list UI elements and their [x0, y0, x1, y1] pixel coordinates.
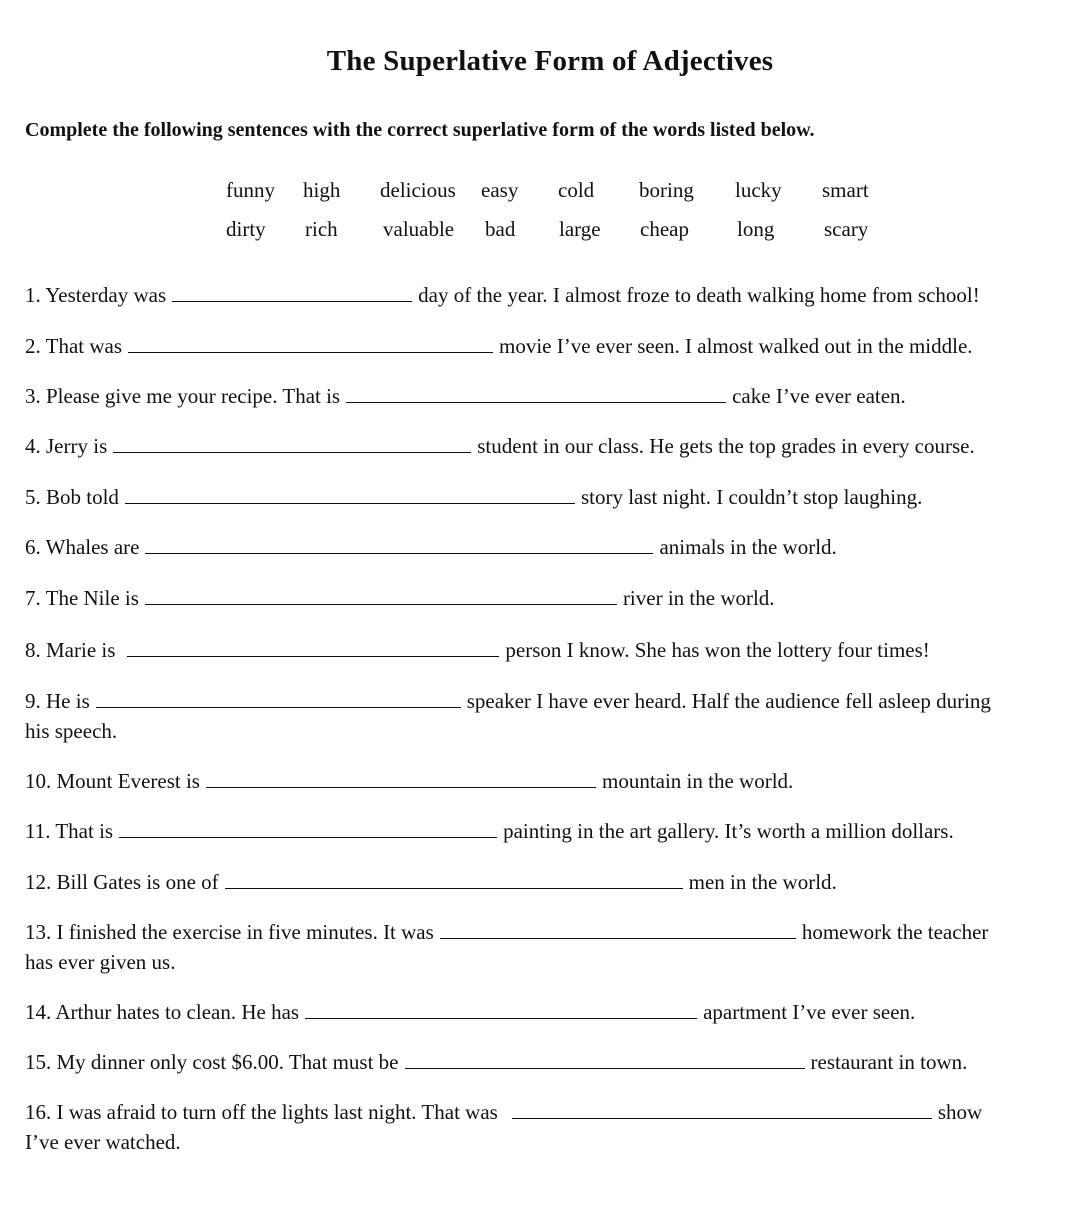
- word-bank-item: scary: [824, 217, 869, 241]
- sentence-12: [25, 870, 837, 895]
- word-bank-item: delicious: [380, 178, 456, 202]
- answer-blank[interactable]: [405, 1067, 805, 1069]
- answer-blank[interactable]: [125, 502, 575, 504]
- sentence-7: [25, 586, 775, 611]
- sentence-start: 14. Arthur hates to clean. He has: [25, 1000, 300, 1024]
- sentence-start: 10. Mount Everest is: [25, 769, 200, 793]
- sentence-start: 5. Bob told: [25, 485, 119, 509]
- sentence-start: 3. Please give me your recipe. That is: [25, 384, 341, 408]
- sentence-16-continuation: I’ve ever watched.: [25, 1130, 181, 1154]
- answer-blank[interactable]: [346, 401, 726, 403]
- word-bank-item: long: [737, 217, 775, 241]
- word-bank-item: smart: [822, 178, 869, 202]
- sentence-end: student in our class. He gets the top grades in every course.: [477, 434, 975, 458]
- sentence-end: speaker I have ever heard. Half the audience fell asleep during: [466, 689, 991, 713]
- sentence-3: [25, 384, 906, 409]
- sentence-start: 2. That was: [25, 334, 123, 358]
- sentence-8: [25, 638, 930, 663]
- answer-blank[interactable]: [128, 351, 493, 353]
- answer-blank[interactable]: [96, 706, 461, 708]
- sentence-start: 9. He is: [25, 689, 90, 713]
- sentence-5: [25, 485, 922, 510]
- sentence-end: story last night. I couldn’t stop laughing.: [580, 485, 923, 509]
- sentence-14: [25, 1000, 915, 1025]
- instructions: Complete the following sentences with the correct superlative form of the words listed below.: [25, 119, 815, 141]
- answer-blank[interactable]: [145, 603, 617, 605]
- sentence-1: [25, 283, 980, 308]
- word-bank-item: large: [559, 217, 601, 241]
- word-bank-item: cold: [558, 178, 595, 202]
- word-bank-item: dirty: [226, 217, 266, 241]
- answer-blank[interactable]: [127, 655, 499, 657]
- word-bank-item: funny: [226, 178, 275, 202]
- answer-blank[interactable]: [225, 887, 683, 889]
- sentence-start: 12. Bill Gates is one of: [25, 870, 219, 894]
- sentence-start: 1. Yesterday was: [25, 283, 167, 307]
- sentence-end: men in the world.: [688, 870, 837, 894]
- sentence-4: [25, 434, 975, 459]
- sentence-start: 16. I was afraid to turn off the lights last night. That was: [25, 1100, 498, 1124]
- sentence-end: show: [937, 1100, 983, 1124]
- sentence-13-continuation: has ever given us.: [25, 950, 176, 974]
- sentence-2: [25, 334, 973, 359]
- word-bank-item: high: [303, 178, 341, 202]
- answer-blank[interactable]: [512, 1117, 932, 1119]
- sentence-start: 11. That is: [25, 819, 114, 843]
- sentence-end: cake I’ve ever eaten.: [732, 384, 906, 408]
- sentence-end: river in the world.: [622, 586, 775, 610]
- sentence-start: 13. I finished the exercise in five minutes. It was: [25, 920, 434, 944]
- word-bank-item: bad: [485, 217, 516, 241]
- answer-blank[interactable]: [113, 451, 471, 453]
- word-bank-item: valuable: [383, 217, 455, 241]
- answer-blank[interactable]: [119, 836, 497, 838]
- sentence-end: homework the teacher: [801, 920, 989, 944]
- answer-blank[interactable]: [305, 1017, 697, 1019]
- sentence-13: [25, 920, 988, 945]
- sentence-9: [25, 689, 991, 714]
- word-bank-item: cheap: [640, 217, 689, 241]
- sentence-start: 15. My dinner only cost $6.00. That must be: [25, 1050, 399, 1074]
- sentence-end: mountain in the world.: [601, 769, 794, 793]
- sentence-15: [25, 1050, 967, 1075]
- sentence-10: [25, 769, 793, 794]
- sentence-end: animals in the world.: [659, 535, 837, 559]
- sentence-11: [25, 819, 954, 844]
- sentence-end: painting in the art gallery. It’s worth a million dollars.: [503, 819, 954, 843]
- sentence-start: 4. Jerry is: [25, 434, 108, 458]
- sentence-end: movie I’ve ever seen. I almost walked out in the middle.: [499, 334, 973, 358]
- sentence-6: [25, 535, 837, 560]
- sentence-start: 8. Marie is: [25, 638, 116, 662]
- word-bank-item: boring: [639, 178, 694, 202]
- page-title: The Superlative Form of Adjectives: [326, 45, 774, 77]
- word-bank-item: lucky: [735, 178, 782, 202]
- sentence-start: 7. The Nile is: [25, 586, 139, 610]
- sentence-16: [25, 1100, 982, 1125]
- sentence-end: person I know. She has won the lottery four times!: [505, 638, 930, 662]
- sentence-end: apartment I’ve ever seen.: [703, 1000, 916, 1024]
- answer-blank[interactable]: [172, 300, 412, 302]
- sentence-start: 6. Whales are: [25, 535, 140, 559]
- answer-blank[interactable]: [440, 937, 796, 939]
- word-bank-item: easy: [481, 178, 519, 202]
- sentence-end: restaurant in town.: [810, 1050, 968, 1074]
- word-bank-item: rich: [305, 217, 338, 241]
- answer-blank[interactable]: [206, 786, 596, 788]
- sentence-end: day of the year. I almost froze to death walking home from school!: [418, 283, 980, 307]
- answer-blank[interactable]: [145, 552, 653, 554]
- sentence-9-continuation: his speech.: [25, 719, 118, 743]
